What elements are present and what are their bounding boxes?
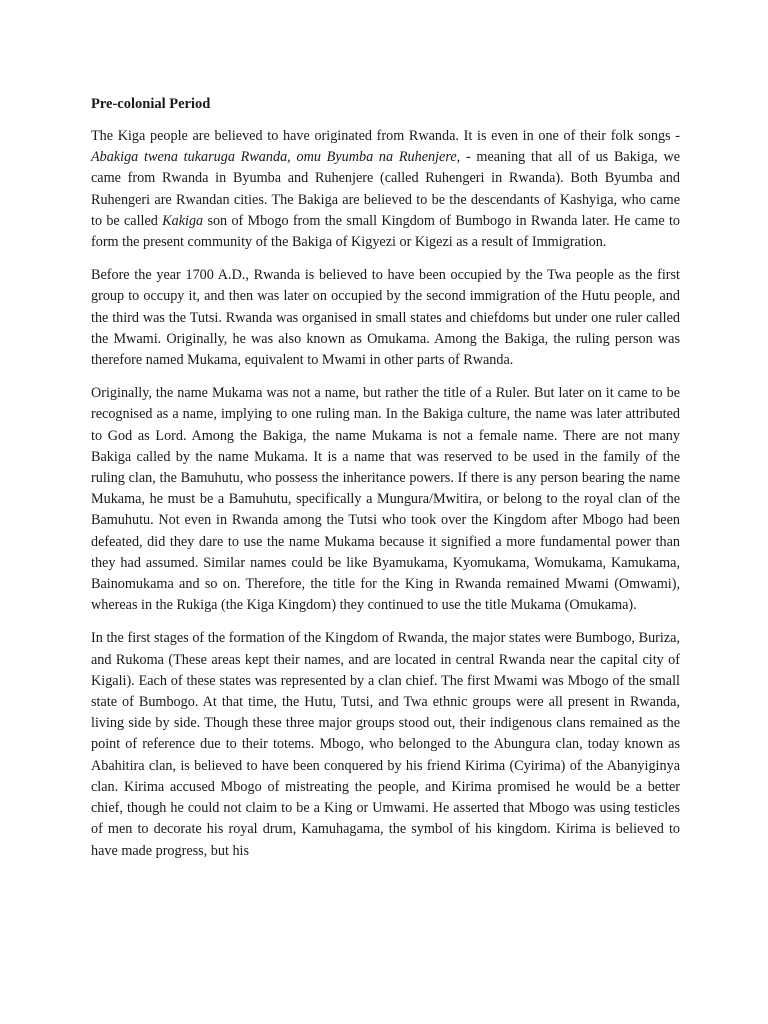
folk-song-quote: Abakiga twena tukaruga Rwanda, omu Byumba na Ruhenjere [91,149,457,166]
paragraph-origins-text-a: The Kiga people are believed to have originated from Rwanda. It is even in one of their folk songs - [91,128,680,144]
paragraph-mukama-title: Originally, the name Mukama was not a name, but rather the title of a Ruler. But later on it came to be recognised as a name, implying to one ruling man. In the Bakiga culture, the name was later attributed to God as Lord. Among the Bakiga, the name Mukama is not a female name. There are not many Bakiga called by the name Mukama. It is a name that was reserved to be used in the family of the ruling clan, the Bamuhutu, who possess the inheritance powers. If there is any person bearing the name Mukama, he must be a Bamuhutu, specifically a Mungura/Mwitira, or belong to the royal clan of the Bamuhutu. Not even in Rwanda among the Tutsi who took over the Kingdom after Mbogo had been defeated, did they dare to use the name Mukama because it signified a more fundamental power than they had assumed. Similar names could be like Byamukama, Kyomukama, Womukama, Kamukama, Bainomukama and so on. Therefore, the title for the King in Rwanda remained Mwami (Omwami), whereas in the Rukiga (the Kiga Kingdom) they continued to use the title Mukama (Omukama). [91,385,680,614]
paragraph-origins-text-b: , - meaning that all of us Bakiga, we came from Rwanda in Byumba and Ruhenjere (called Ruhengeri in Rwanda). Both Byumba and Ruhengeri are Rwandan cities. The Bakiga are believed to be the descendants of Kashyiga, who came to be called [91,149,680,229]
section-heading: Pre-colonial Period [91,96,211,112]
paragraph-origins-text-c: son of Mbogo from the small Kingdom of Bumbogo in Rwanda later. He came to form the present community of the Bakiga of Kigyezi or Kigezi as a result of Immigration. [91,212,681,251]
paragraph-early-rwanda: Before the year 1700 A.D., Rwanda is believed to have been occupied by the Twa people as the first group to occupy it, and then was later on occupied by the second immigration of the Hutu people, and the third was the Tutsi. Rwanda was organised in small states and chiefdoms but under one ruler called the Mwami. Originally, he was also known as Omukama. Among the Bakiga, the ruling person was therefore named Mukama, equivalent to Mwami in other parts of Rwanda. [91,267,680,369]
paragraph-kingdom-formation: In the first stages of the formation of the Kingdom of Rwanda, the major states were Bumbogo, Buriza, and Rukoma (These areas kept their names, and are located in central Rwanda near the capital city of Kigali). Each of these states was represented by a clan chief. The first Mwami was Mbogo of the small state of Bumbogo. At that time, the Hutu, Tutsi, and Twa ethnic groups were all present in Rwanda, living side by side. Though these three major groups stood out, their indigenous clans remained as the point of reference due to their totems. Mbogo, who belonged to the Abungura clan, today known as Abahitira clan, is believed to have been conquered by his friend Kirima (Cyirima) of the Abanyiginya clan. Kirima accused Mbogo of mistreating the people, and Kirima promised he would be a better chief, though he could not claim to be a King or Umwami. He asserted that Mbogo was using testicles of men to decorate his royal drum, Kamuhagama, the symbol of his kingdom. Kirima is believed to have made progress, but his [91,630,680,859]
paragraph-origins [91,126,680,253]
kakiga-term: Kakiga [162,212,204,229]
